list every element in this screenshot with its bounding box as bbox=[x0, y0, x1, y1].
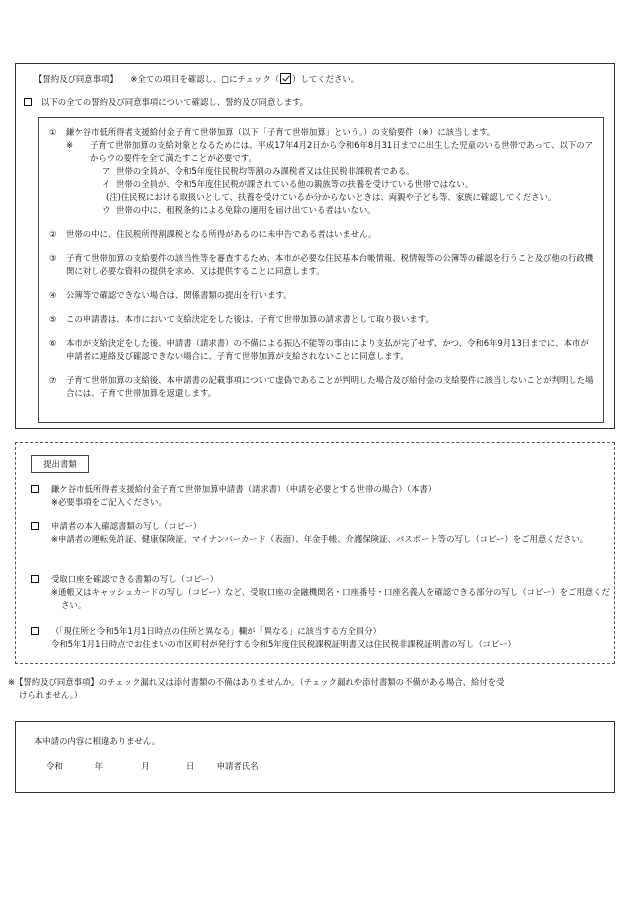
pledge-item-6: ⑥ 本市が支給決定をした後、申請書（請求書）の不備による振込不能等の事由により支払が完了せず、かつ、令和6年9月13日までに、本市が申請者に連絡及び確認できない場合に、子育て世帯加算が支給されないことに同意します。 bbox=[49, 338, 589, 361]
date-month[interactable]: 月 bbox=[141, 761, 150, 771]
requirement-c: ウ 世帯の中に、租税条約による免除の適用を届け出ている者はいない。 bbox=[102, 205, 376, 215]
document-item-3 bbox=[31, 573, 611, 612]
agree-all-label: 以下の全ての誓約及び同意事項について確認し、誓約及び同意します。 bbox=[41, 97, 309, 107]
document-checkbox[interactable] bbox=[31, 522, 39, 530]
pledge-heading: 【誓約及び同意事項】 bbox=[34, 74, 118, 84]
pledge-item-text: 鎌ケ谷市低所得者支援給付金子育て世帯加算（以下「子育て世帯加算」という。）の支給要件（※）に該当します。 bbox=[66, 127, 496, 137]
warning-line-1: ※【誓約及び同意事項】のチェック漏れ又は添付書類の不備はありませんか。（チェック漏れや添付書類の不備がある場合、給付を受 bbox=[8, 677, 505, 687]
required-documents-label: 提出書類 bbox=[31, 455, 89, 473]
document-item-4 bbox=[31, 625, 611, 651]
document-note: ※通帳又はキャッシュカードの写し（コピー）など、受取口座の金融機関名・口座番号・口座名義人を確認できる部分の写し（コピー）をご用意ください。 bbox=[51, 587, 610, 610]
pledge-item-1 bbox=[49, 126, 597, 217]
pledge-heading-row bbox=[34, 73, 359, 86]
document-item-2 bbox=[31, 520, 611, 546]
warning-line-2: けられません。） bbox=[19, 690, 83, 700]
pledge-item-5: ⑤ この申請書は、本市において支給決定をした後は、子育て世帯加算の請求書として取り扱います。 bbox=[49, 314, 434, 324]
declaration-statement: 本申請の内容に相違ありません。 bbox=[34, 736, 161, 746]
agree-all-row[interactable] bbox=[24, 96, 308, 109]
document-checkbox[interactable] bbox=[31, 575, 39, 583]
declaration-section bbox=[15, 721, 615, 793]
document-note: ※必要事項をご記入ください。 bbox=[51, 497, 167, 507]
pledge-item-note: ※ 子育て世帯加算の支給対象となるためには、平成17年4月2日から令和6年8月31日までに出生した児童のいる世帯であって、以下のアからウの要件を全て満たすことが必要です。 bbox=[66, 140, 593, 163]
date-era: 令和 bbox=[46, 761, 63, 771]
document-title: 鎌ケ谷市低所得者支援給付金子育て世帯加算申請書（請求書）（申請を必要とする世帯の場合）（本書） bbox=[51, 484, 437, 494]
checkmark-icon bbox=[280, 73, 291, 84]
applicant-name-label: 申請者氏名 bbox=[216, 761, 259, 771]
pledge-item-3: ③ 子育て世帯加算の支給要件の該当性等を審査するため、本市が必要な住民基本台帳情報、税情報等の公簿等の確認を行うこと及び他の行政機関に対し必要な資料の提供を求め、又は提供することに同意します。 bbox=[49, 253, 594, 276]
date-day[interactable]: 日 bbox=[186, 761, 195, 771]
required-documents-section bbox=[15, 442, 615, 664]
document-checkbox[interactable] bbox=[31, 485, 39, 493]
date-year[interactable]: 年 bbox=[94, 761, 104, 771]
document-item-1 bbox=[31, 483, 611, 509]
document-note: ※申請者の運転免許証、健康保険証、マイナンバーカード（表面）、年金手帳、介護保険証、パスポート等の写し（コピー）をご用意ください。 bbox=[51, 534, 589, 544]
pledge-item-number: ① bbox=[49, 127, 57, 137]
agree-all-checkbox[interactable] bbox=[24, 98, 32, 106]
pledge-item-2: ② 世帯の中に、住民税所得割課税となる所得があるのに未申告である者はいません。 bbox=[49, 229, 377, 239]
date-signature-row bbox=[46, 760, 259, 773]
document-title: 申請者の本人確認書類の写し（コピー） bbox=[51, 521, 202, 531]
requirement-a: ア 世帯の全員が、令和5年度住民税均等割のみ課税者又は住民税非課税者である。 bbox=[102, 166, 415, 176]
document-title: 受取口座を確認できる書類の写し（コピー） bbox=[51, 574, 219, 584]
pledge-items-box bbox=[38, 117, 604, 423]
pledge-item-7: ⑦ 子育て世帯加算の支給後、本申請書の記載事項について虚偽であることが判明した場合及び給付金の支給要件に該当しないことが判明した場合には、子育て世帯加算を返還します。 bbox=[49, 375, 594, 398]
document-title: （「現住所と令和5年1月1日時点の住所と異なる」欄が「異なる」に該当する方全員分） bbox=[51, 626, 382, 636]
warning-note bbox=[8, 676, 618, 702]
document-checkbox[interactable] bbox=[31, 627, 39, 635]
pledge-section bbox=[15, 63, 615, 429]
requirement-b-note: (注)住民税における取扱いとして、扶養を受けているか分からないときは、両親や子ども等、家族に確認してください。 bbox=[106, 192, 557, 202]
pledge-item-4: ④ 公簿等で確認できない場合は、関係書類の提出を行います。 bbox=[49, 290, 292, 300]
pledge-instruction: ※全ての項目を確認し、□にチェック（ ）してください。 bbox=[130, 74, 360, 84]
requirement-b: イ 世帯の全員が、令和5年度住民税が課されている他の親族等の扶養を受けている世帯ではない。 bbox=[102, 179, 474, 189]
document-note: 令和5年1月1日時点でお住まいの市区町村が発行する令和5年度住民税課税証明書又は住民税非課税証明書の写し（コピー） bbox=[51, 639, 516, 649]
